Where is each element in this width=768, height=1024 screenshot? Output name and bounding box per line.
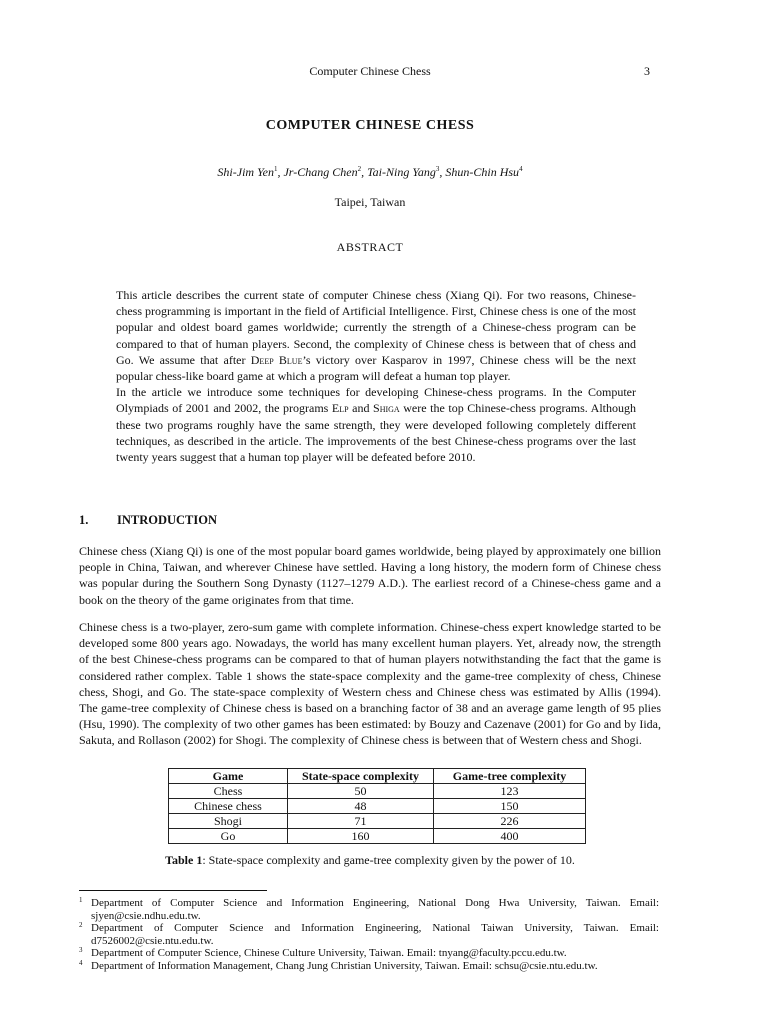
abstract-paragraph [116,384,636,465]
table-header-cell: Game [169,769,288,784]
abstract-text: In the article we introduce some techniques for developing Chinese-chess programs. In the Computer Olympiads of 2001 and 2002, the programs [116,385,636,416]
table-cell: 160 [288,829,434,844]
table-cell: 48 [288,799,434,814]
table-cell: 400 [434,829,586,844]
footnote-text: Department of Information Management, Chang Jung Christian University, Taiwan. Email: schsu@csie.ntu.edu.tw. [91,959,598,972]
table-cell: Go [169,829,288,844]
footnote-mark: 3 [79,946,83,954]
table-caption-text: : State-space complexity and game-tree complexity given by the power of 10. [202,853,575,867]
program-name-elp: Elp [331,401,349,416]
body-paragraph: Chinese chess (Xiang Qi) is one of the most popular board games worldwide, being played by approximately one billion people in China, Taiwan, and wherever Chinese have settled. Having a long history, the modern form of Chinese chess was popular during the Southern Song Dynasty (1127–1279 A.D.). The earliest record of a Chinese-chess game and a book on the theory of the game originates from that time. [79,544,661,607]
author-separator: , [439,165,446,179]
abstract-text: and [348,401,374,416]
table-cell: 226 [434,814,586,829]
body-paragraph: Chinese chess is a two-player, zero-sum game with complete information. Chinese-chess expert knowledge started to be developed some 800 years ago. Nowadays, the world has many excellent human players. Yet, already now, the strength of the best Chinese-chess programs can be compared to that of human players notwithstanding the fact that the game is considered rather complex. Table 1 shows the state-space complexity and the game-tree complexity of chess, Chinese chess, Shogi, and Go. The state-space complexity of Western chess and Chinese chess was estimated by Allis (1994). The game-tree complexity of Chinese chess is based on a branching factor of 38 and an average game length of 95 plies (Hsu, 1990). The complexity of two other games has been estimated: by Bouzy and Cazenave (2001) for Go and by Iida, Sakuta, and Rollason (2002) for Shogi. The complexity of Chinese chess is between that of Western chess and Shogi. [79,620,661,748]
table-row [169,814,586,829]
author-name: Shun-Chin Hsu [445,165,520,179]
footnote-mark: 2 [79,921,83,929]
author-list [0,165,740,180]
footnote-mark: 1 [79,896,83,904]
table-header-cell: State-space complexity [288,769,434,784]
section-number: 1. [79,513,89,527]
table-row [169,829,586,844]
section-heading [79,513,217,528]
footnote [79,922,659,947]
footnote-divider [79,890,267,891]
table-header-row [169,769,586,784]
page-number: 3 [644,64,650,78]
author-footnote-mark: 3 [435,165,440,173]
table-cell: 50 [288,784,434,799]
author-separator: , [361,165,368,179]
footnote-text: Department of Computer Science and Information Engineering, National Dong Hwa University, Taiwan. Email: sjyen@csie.ndhu.edu.tw. [91,897,659,922]
author-name: Jr-Chang Chen [283,165,358,179]
complexity-table [168,768,586,844]
author-separator: , [277,165,284,179]
abstract-heading: ABSTRACT [336,240,404,254]
table-cell: Chess [169,784,288,799]
table-caption [0,853,740,868]
footnote [79,897,659,922]
table-header-cell: Game-tree complexity [434,769,586,784]
abstract-text: ’s victory over Kasparov in 1997, Chinese chess will be the next popular chess-like board game at which a program will defeat a human top player. [116,352,636,384]
table-caption-label: Table 1 [165,853,203,867]
author-location: Taipei, Taiwan [334,195,406,209]
table-cell: 71 [288,814,434,829]
abstract-paragraph [116,287,636,384]
footnote-text: Department of Computer Science and Information Engineering, National Taiwan University, Taiwan. Email: d7526002@csie.ntu.edu.tw. [91,922,659,947]
running-title: Computer Chinese Chess [309,64,431,78]
complexity-table-wrapper [168,768,586,844]
footnote-mark: 4 [79,958,83,967]
abstract-body [116,287,636,465]
author-footnote-mark: 2 [357,165,362,173]
author-name: Shi-Jim Yen [217,165,274,179]
paper-title: COMPUTER CHINESE CHESS [265,118,475,133]
table-cell: 150 [434,799,586,814]
program-name-shiga: Shiga [373,401,400,416]
footnote [79,960,659,973]
table-cell: Shogi [169,814,288,829]
abstract-text: This article describes the current state of computer Chinese chess (Xiang Qi). For two reasons, Chinese-chess programming is important in the field of Artificial Intelligence. First, Chinese chess is one of the most popular and oldest board games worldwide; currently the strength of a Chinese-chess program can be compared to that of human players. Second, the complexity of Chinese chess is between that of chess and Go. We assume that after [116,288,636,367]
table-row [169,799,586,814]
program-name-deep-blue: Deep Blue [250,352,303,367]
footnotes [79,897,659,972]
footnote [79,947,659,960]
abstract-text: were the top Chinese-chess programs. Although these two programs roughly have the same strength, they were developed following completely different techniques, as described in the article. The improvements of the best Chinese-chess programs over the last twenty years suggest that a human top player will be defeated before 2010. [116,401,637,465]
section-title: INTRODUCTION [117,513,218,527]
author-footnote-mark: 4 [519,165,523,173]
author-footnote-mark: 1 [273,165,278,173]
author-name: Tai-Ning Yang [367,165,436,179]
running-header [0,64,768,82]
table-cell: Chinese chess [169,799,288,814]
footnote-text: Department of Computer Science, Chinese Culture University, Taiwan. Email: tnyang@faculty.pccu.edu.tw. [91,947,567,959]
table-cell: 123 [434,784,586,799]
table-row [169,784,586,799]
